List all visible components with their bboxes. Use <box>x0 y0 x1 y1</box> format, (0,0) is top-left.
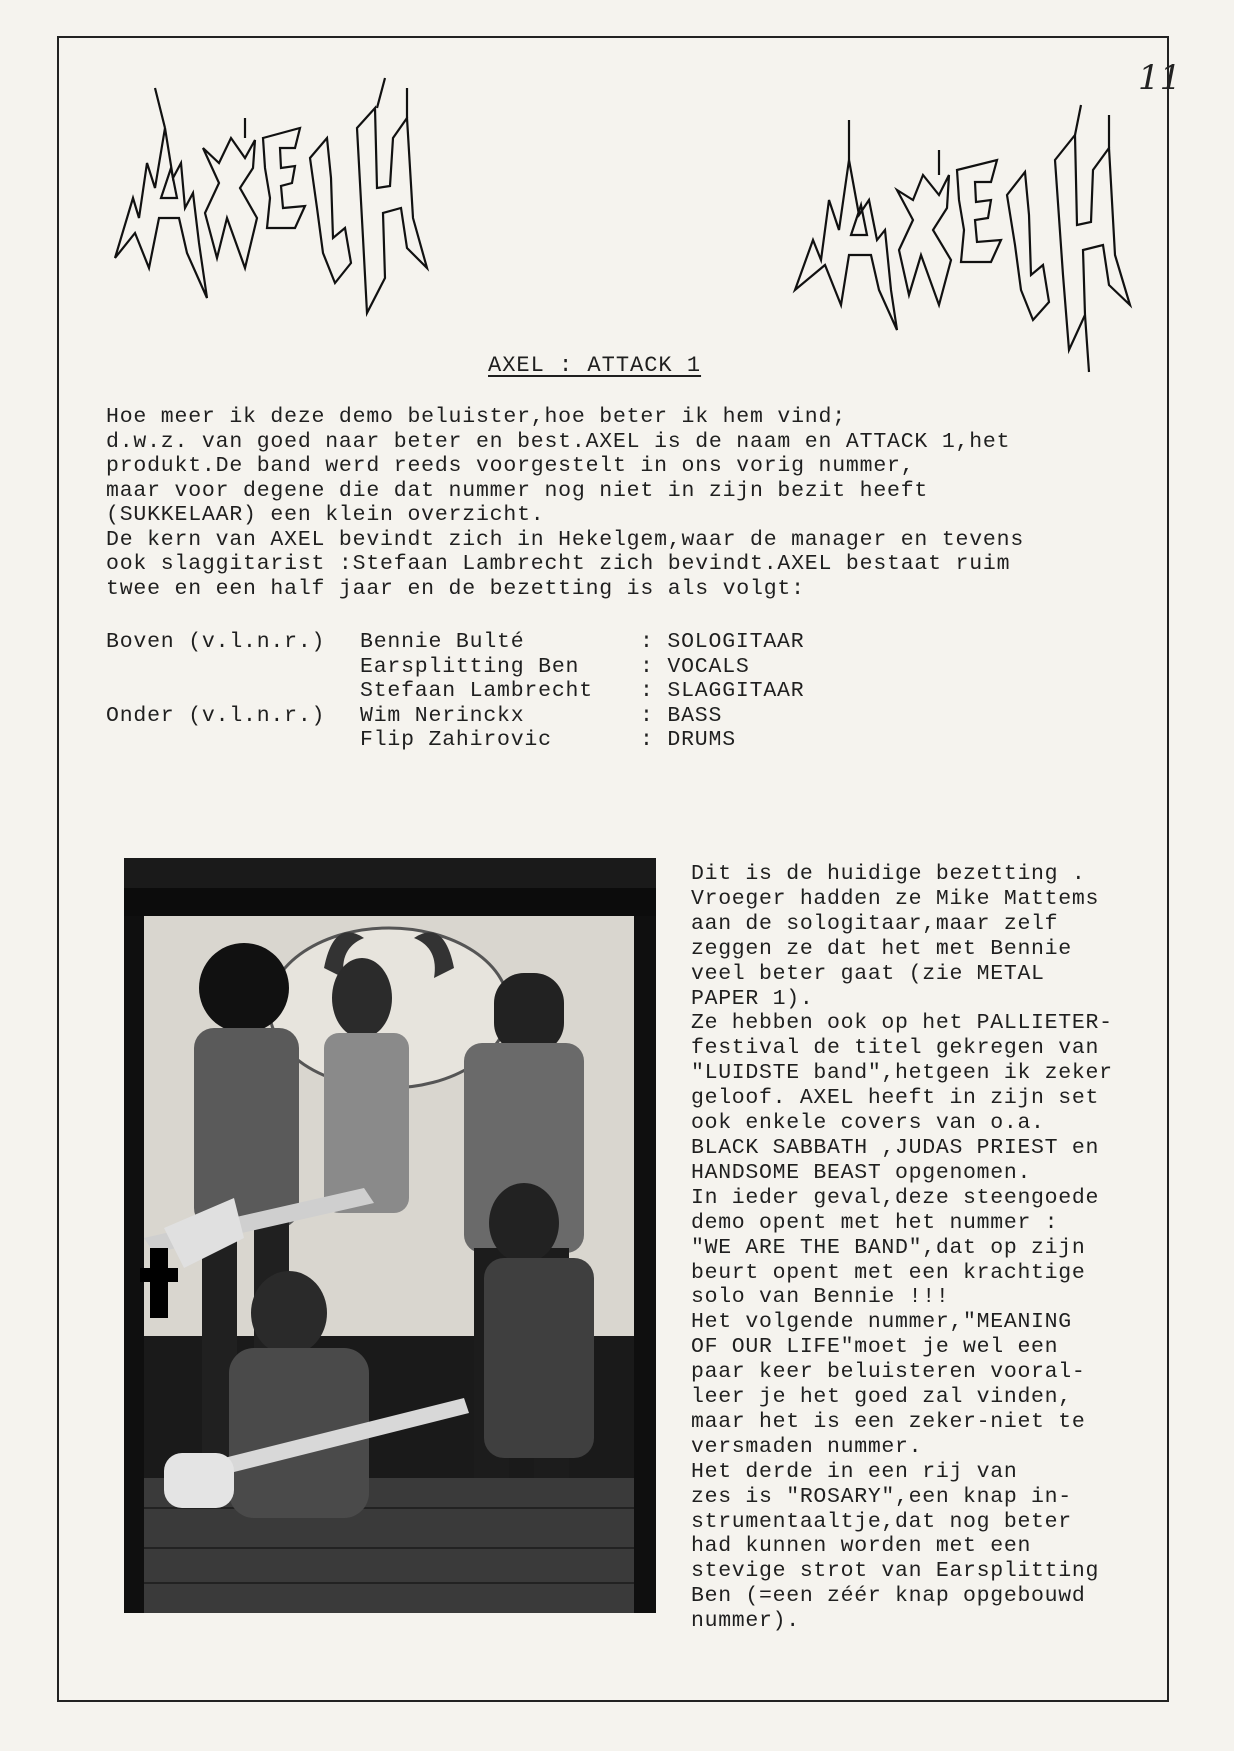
lineup-member: Earsplitting Ben <box>360 654 580 679</box>
lineup-table <box>106 630 804 753</box>
lineup-group: Boven (v.l.n.r.) <box>106 630 326 654</box>
band-logo-left <box>95 68 445 338</box>
page-number: 11 <box>1138 58 1182 98</box>
lineup-role: : VOCALS <box>640 654 750 679</box>
lineup-member: Wim Nerinckx <box>360 703 525 728</box>
lineup-group <box>106 679 360 704</box>
lineup-role: : DRUMS <box>640 728 736 752</box>
lineup-row <box>106 679 804 704</box>
side-column-text: Dit is de huidige bezetting . Vroeger hadden ze Mike Mattems aan de sologitaar,maar zelf zeggen ze dat het met Bennie veel beter gaat (zie METAL PAPER 1). Ze hebben ook op het PALLIETER- festival de titel gekregen van "LUIDSTE band",hetgeen ik zeker geloof. AXEL heeft in zijn set ook enkele covers van o.a. BLACK SABBATH ,JUDAS PRIEST en HANDSOME BEAST opgenomen. In ieder geval,deze steengoede demo opent met het nummer : "WE ARE THE BAND",dat op zijn beurt opent met een krachtige solo van Bennie !!! Het volgende nummer,"MEANING OF OUR LIFE"moet je wel een paar keer beluisteren vooral- leer je het goed zal vinden, maar het is een zeker-niet te versmaden nummer. Het derde in een rij van zes is "ROSARY",een knap in- strumentaaltje,dat nog beter had kunnen worden met een stevige strot van Earsplitting Ben (=een zéér knap opgebouwd nummer). <box>691 862 1113 1634</box>
lineup-row <box>106 704 804 729</box>
lineup-group <box>106 655 360 680</box>
band-logo-right <box>785 90 1145 375</box>
lineup-row <box>106 728 804 753</box>
lineup-group <box>106 728 360 753</box>
intro-paragraph: Hoe meer ik deze demo beluister,hoe beter ik hem vind; d.w.z. van goed naar beter en best.AXEL is de naam en ATTACK 1,het produkt.De band werd reeds voorgestelt in ons vorig nummer, maar voor degene die dat nummer nog niet in zijn bezit heeft (SUKKELAAR) een klein overzicht. De kern van AXEL bevindt zich in Hekelgem,waar de manager en tevens ook slaggitarist :Stefaan Lambrecht zich bevindt.AXEL bestaat ruim twee en een half jaar en de bezetting is als volgt: <box>106 405 1025 601</box>
article-headline: AXEL : ATTACK 1 <box>488 353 702 378</box>
lineup-role: : SOLOGITAAR <box>640 630 805 654</box>
lineup-role: : BASS <box>640 703 723 728</box>
lineup-member: Flip Zahirovic <box>360 728 552 752</box>
band-photo <box>124 858 656 1613</box>
lineup-row <box>106 630 804 655</box>
lineup-role: : SLAGGITAAR <box>640 679 805 703</box>
lineup-group: Onder (v.l.n.r.) <box>106 703 326 728</box>
lineup-member: Stefaan Lambrecht <box>360 679 593 703</box>
lineup-member: Bennie Bulté <box>360 630 525 654</box>
lineup-row <box>106 655 804 680</box>
